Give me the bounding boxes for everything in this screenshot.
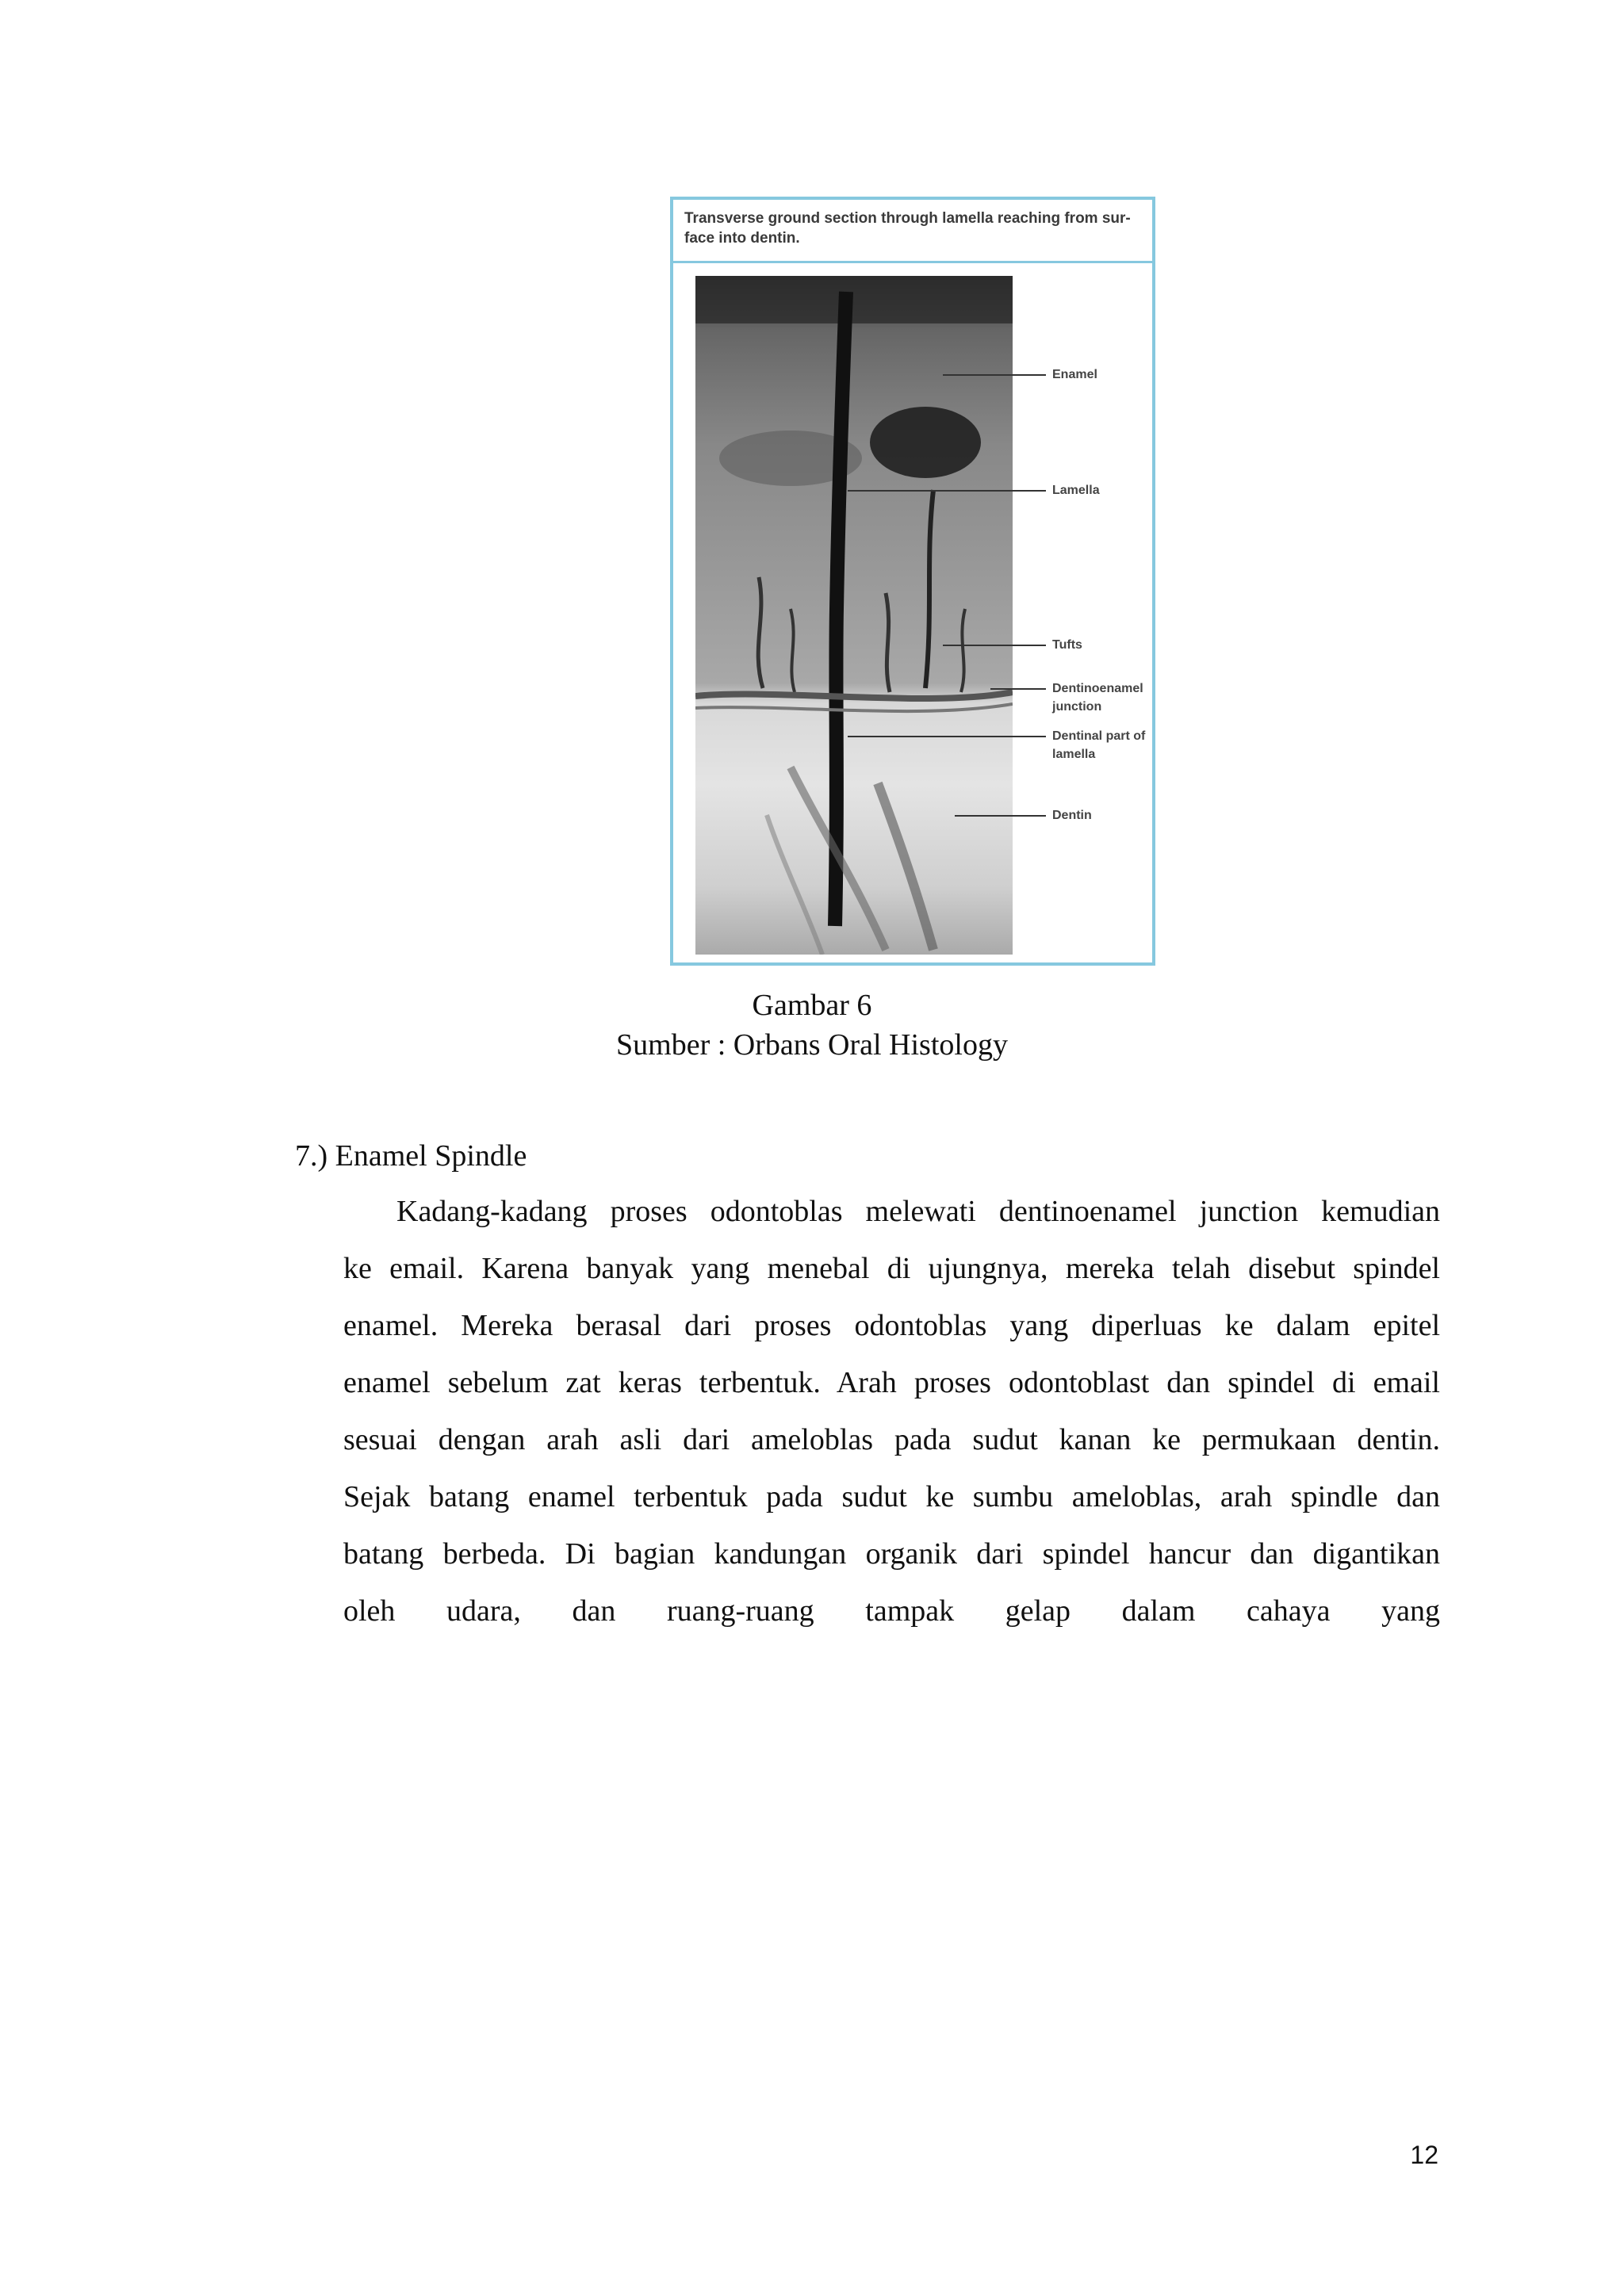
label-dej-1: Dentinoenamel — [1052, 682, 1143, 695]
figure-frame — [670, 197, 1155, 966]
label-dentinal-2: lamella — [1052, 748, 1096, 761]
paragraph-text: Kadang-kadang proses odontoblas melewati dentinoenamel junction kemudian — [396, 1195, 1440, 1228]
figure-header-line-1: Transverse ground section through lamella reaching from sur- — [684, 210, 1131, 227]
leader-tufts — [943, 645, 1046, 646]
paragraph-text: oleh udara, dan ruang-ruang tampak gelap dalam cahaya yang — [343, 1594, 1440, 1628]
paragraph-line-1 — [396, 1194, 1440, 1229]
leader-dej — [990, 688, 1046, 690]
label-dej-2: junction — [1052, 700, 1102, 714]
paragraph-line-8 — [343, 1594, 1440, 1628]
paragraph-line-7 — [343, 1536, 1440, 1571]
paragraph-text: batang berbeda. Di bagian kandungan organik dari spindel hancur dan digantikan — [343, 1537, 1440, 1571]
paragraph-line-6 — [343, 1479, 1440, 1514]
label-enamel: Enamel — [1052, 368, 1097, 381]
paragraph-text: ke email. Karena banyak yang menebal di ujungnya, mereka telah disebut spindel — [343, 1252, 1440, 1285]
label-lamella: Lamella — [1052, 484, 1100, 497]
section-heading: 7.) Enamel Spindle — [295, 1139, 527, 1173]
paragraph-text: enamel. Mereka berasal dari proses odontoblas yang diperluas ke dalam epitel — [343, 1309, 1440, 1342]
leader-lamella — [848, 490, 1046, 492]
paragraph-text: Sejak batang enamel terbentuk pada sudut ke sumbu ameloblas, arah spindle dan — [343, 1480, 1440, 1513]
leader-enamel — [943, 374, 1046, 376]
paragraph-line-3 — [343, 1308, 1440, 1343]
page-number: 12 — [1410, 2141, 1438, 2169]
label-tufts: Tufts — [1052, 638, 1082, 652]
paragraph-line-4 — [343, 1365, 1440, 1400]
figure-title: Gambar 6 — [752, 989, 872, 1022]
leader-dentinal-part — [848, 736, 1046, 737]
micrograph-drawing — [695, 276, 1013, 955]
figure-source: Sumber : Orbans Oral Histology — [616, 1028, 1008, 1062]
paragraph-line-5 — [343, 1422, 1440, 1457]
micrograph-image — [695, 276, 1013, 955]
figure-header-line-2: face into dentin. — [684, 230, 800, 247]
figure-header — [673, 200, 1152, 263]
paragraph-text: sesuai dengan arah asli dari ameloblas pada sudut kanan ke permukaan dentin. — [343, 1423, 1440, 1456]
leader-dentin — [955, 815, 1046, 817]
label-dentin: Dentin — [1052, 809, 1092, 822]
paragraph-line-2 — [343, 1251, 1440, 1286]
paragraph-text: enamel sebelum zat keras terbentuk. Arah proses odontoblast dan spindel di email — [343, 1366, 1440, 1399]
label-dentinal-1: Dentinal part of — [1052, 729, 1146, 743]
